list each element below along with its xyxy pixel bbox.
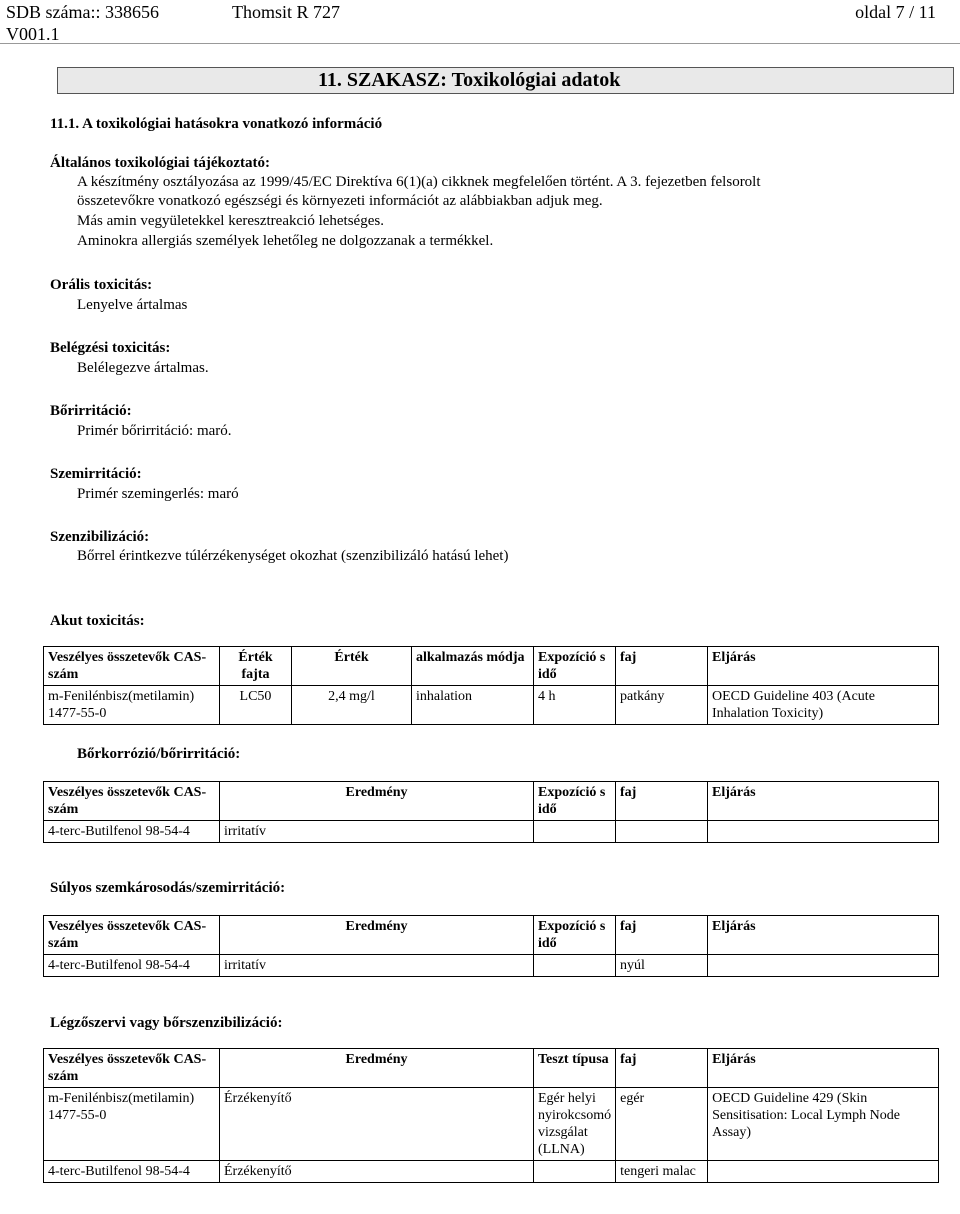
col-header: Eredmény — [220, 1049, 534, 1088]
table-header-row — [44, 1049, 939, 1088]
table-cell — [616, 821, 708, 843]
page-number: oldal 7 / 11 — [855, 2, 936, 22]
sensitization-text: Bőrrel érintkezve túlérzékenységet okozhat (szenzibilizáló hatású lehet) — [77, 548, 509, 564]
col-header: Expozíció s idő — [534, 782, 616, 821]
col-header: Veszélyes összetevők CAS-szám — [44, 782, 220, 821]
sdb-number: SDB száma:: 338656 — [6, 2, 159, 22]
header-rule — [0, 43, 960, 44]
oral-text: Lenyelve ártalmas — [77, 297, 188, 313]
table-cell — [534, 1161, 616, 1183]
oral-heading: Orális toxicitás: — [50, 277, 153, 293]
general-heading: Általános toxikológiai tájékoztató: — [50, 155, 270, 171]
table-row — [44, 686, 939, 725]
col-header: faj — [616, 1049, 708, 1088]
eye-irritation-text: Primér szemingerlés: maró — [77, 486, 239, 502]
table-row — [44, 1088, 939, 1161]
col-header: faj — [616, 647, 708, 686]
table-row — [44, 1161, 939, 1183]
table-cell: 4 h — [534, 686, 616, 725]
col-header: Teszt típusa — [534, 1049, 616, 1088]
table-cell: LC50 — [220, 686, 292, 725]
skin-irritation-text: Primér bőrirritáció: maró. — [77, 423, 232, 439]
table-cell: 4-terc-Butilfenol 98-54-4 — [44, 955, 220, 977]
col-header: Veszélyes összetevők CAS-szám — [44, 647, 220, 686]
table-cell — [534, 955, 616, 977]
col-header: Eljárás — [708, 916, 939, 955]
general-line: Más amin vegyületekkel keresztreakció lehetséges. — [77, 213, 384, 229]
table-cell — [534, 821, 616, 843]
skin-corrosion-heading: Bőrkorrózió/bőrirritáció: — [77, 746, 241, 762]
table-cell: egér — [616, 1088, 708, 1161]
skin-corrosion-table — [43, 781, 939, 843]
sensitization-heading: Szenzibilizáció: — [50, 529, 150, 545]
product-name: Thomsit R 727 — [232, 2, 341, 22]
eye-damage-heading: Súlyos szemkárosodás/szemirritáció: — [50, 880, 286, 896]
table-cell: Érzékenyítő — [220, 1088, 534, 1161]
table-row — [44, 821, 939, 843]
version: V001.1 — [6, 24, 60, 44]
table-cell: m-Fenilénbisz(metilamin) 1477-55-0 — [44, 1088, 220, 1161]
subsection-title: 11.1. A toxikológiai hatásokra vonatkozó információ — [50, 116, 383, 132]
col-header: Veszélyes összetevők CAS-szám — [44, 1049, 220, 1088]
table-cell: Egér helyi nyirokcsomó vizsgálat (LLNA) — [534, 1088, 616, 1161]
table-cell: m-Fenilénbisz(metilamin) 1477-55-0 — [44, 686, 220, 725]
general-line: A készítmény osztályozása az 1999/45/EC Direktíva 6(1)(a) cikknek megfelelően történt. A 3. fejezetben felsorolt — [77, 174, 761, 190]
table-header-row — [44, 782, 939, 821]
eye-damage-table — [43, 915, 939, 977]
col-header: faj — [616, 782, 708, 821]
table-cell: 2,4 mg/l — [292, 686, 412, 725]
acute-heading: Akut toxicitás: — [50, 613, 145, 629]
table-cell: irritatív — [220, 821, 534, 843]
acute-toxicity-table — [43, 646, 939, 725]
section-title: 11. SZAKASZ: Toxikológiai adatok — [318, 69, 621, 91]
col-header: Veszélyes összetevők CAS-szám — [44, 916, 220, 955]
skin-irritation-heading: Bőrirritáció: — [50, 403, 132, 419]
table-cell — [708, 955, 939, 977]
table-cell: nyúl — [616, 955, 708, 977]
table-cell: tengeri malac — [616, 1161, 708, 1183]
col-header: Eljárás — [708, 647, 939, 686]
table-cell: Érzékenyítő — [220, 1161, 534, 1183]
table-cell: patkány — [616, 686, 708, 725]
table-header-row — [44, 916, 939, 955]
general-line: Aminokra allergiás személyek lehetőleg ne dolgozzanak a termékkel. — [77, 233, 494, 249]
inhalation-text: Belélegezve ártalmas. — [77, 360, 209, 376]
col-header: faj — [616, 916, 708, 955]
page-header — [0, 0, 960, 44]
table-cell: OECD Guideline 429 (Skin Sensitisation: Local Lymph Node Assay) — [708, 1088, 939, 1161]
section-title-bar — [57, 67, 954, 94]
table-cell: OECD Guideline 403 (Acute Inhalation Toxicity) — [708, 686, 939, 725]
table-cell — [708, 821, 939, 843]
col-header: Eredmény — [220, 916, 534, 955]
col-header: Érték fajta — [220, 647, 292, 686]
respiratory-heading: Légzőszervi vagy bőrszenzibilizáció: — [50, 1015, 283, 1031]
col-header: Eljárás — [708, 1049, 939, 1088]
col-header: Eljárás — [708, 782, 939, 821]
general-line: összetevőkre vonatkozó egészségi és környezeti információt az alábbiakban adjuk meg. — [77, 193, 603, 209]
table-cell: inhalation — [412, 686, 534, 725]
table-cell: 4-terc-Butilfenol 98-54-4 — [44, 1161, 220, 1183]
table-row — [44, 955, 939, 977]
col-header: Eredmény — [220, 782, 534, 821]
eye-irritation-heading: Szemirritáció: — [50, 466, 142, 482]
table-header-row — [44, 647, 939, 686]
col-header: Expozíció s idő — [534, 647, 616, 686]
col-header: alkalmazás módja — [412, 647, 534, 686]
col-header: Expozíció s idő — [534, 916, 616, 955]
table-cell: irritatív — [220, 955, 534, 977]
respiratory-sensitization-table — [43, 1048, 939, 1183]
inhalation-heading: Belégzési toxicitás: — [50, 340, 171, 356]
table-cell — [708, 1161, 939, 1183]
col-header: Érték — [292, 647, 412, 686]
table-cell: 4-terc-Butilfenol 98-54-4 — [44, 821, 220, 843]
